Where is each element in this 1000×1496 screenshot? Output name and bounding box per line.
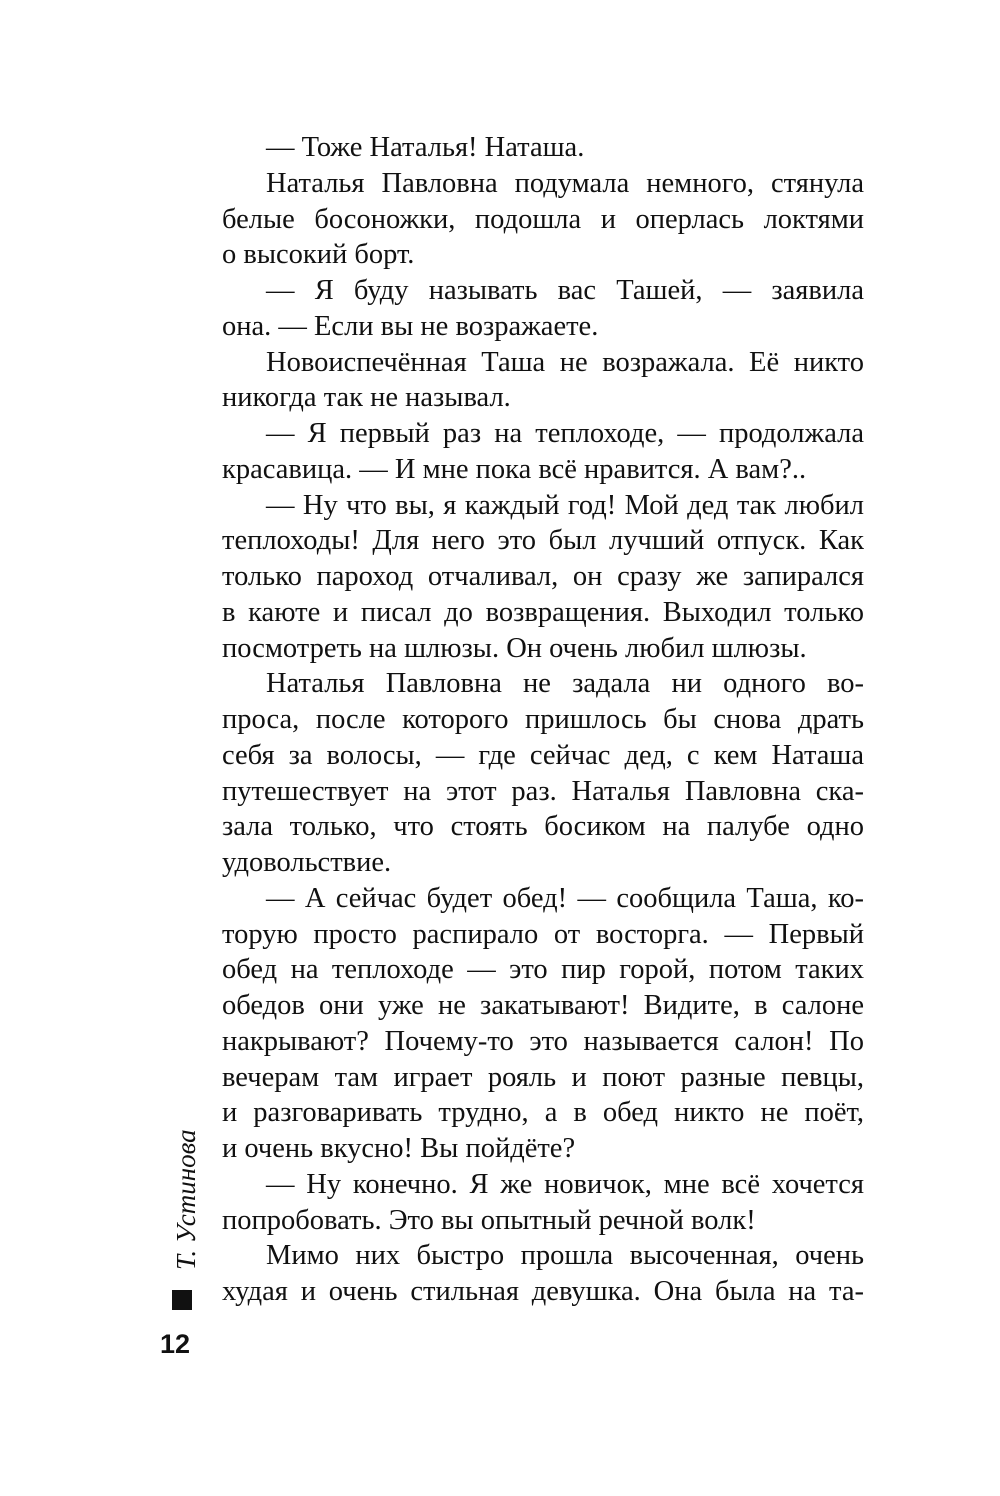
text-line: — Ну что вы, я каждый год! Мой дед так любил <box>266 489 864 521</box>
text-line: Мимо них быстро прошла высоченная, очень <box>266 1240 864 1272</box>
text-line: красавица. — И мне пока всё нравится. А вам?.. <box>222 453 807 485</box>
text-line: себя за волосы, — где сейчас дед, с кем Наташа <box>222 739 864 771</box>
text-line: никогда так не называл. <box>222 382 511 414</box>
text-line: торую просто распирало от восторга. — Первый <box>222 918 864 950</box>
text-line: о высокий борт. <box>222 239 415 271</box>
text-line: обедов они уже не закатывают! Видите, в салоне <box>222 990 864 1021</box>
text-line: она. — Если вы не возражаете. <box>222 310 599 342</box>
text-line: и очень вкусно! Вы пойдёте? <box>222 1133 576 1164</box>
text-line: и разговаривать трудно, а в обед никто не поёт, <box>222 1097 864 1129</box>
text-line: Наталья Павловна не задала ни одного во- <box>266 668 864 700</box>
text-line: вечерам там играет рояль и поют разные певцы, <box>222 1061 864 1093</box>
text-line: только пароход отчаливал, он сразу же запирался <box>222 561 864 592</box>
running-head-author: Т. Устинова <box>171 1129 201 1270</box>
text-line: в каюте и писал до возвращения. Выходил только <box>222 596 864 628</box>
text-line: путешествует на этот раз. Наталья Павловна ска- <box>222 775 864 807</box>
text-line: попробовать. Это вы опытный речной волк! <box>222 1204 756 1236</box>
text-line: теплоходы! Для него это был лучший отпуск. Как <box>222 525 864 557</box>
text-line: обед на теплоходе — это пир горой, потом таких <box>222 954 864 986</box>
body-text <box>222 130 864 1310</box>
square-marker-icon <box>172 1290 192 1310</box>
text-line: удовольствие. <box>222 847 392 878</box>
text-line: — Тоже Наталья! Наташа. <box>266 132 585 163</box>
text-line: худая и очень стильная девушка. Она была на та- <box>222 1276 864 1307</box>
text-line: — Я буду называть вас Ташей, — заявила <box>266 275 864 306</box>
text-line: Наталья Павловна подумала немного, стянула <box>266 167 864 199</box>
text-line: Новоиспечённая Таша не возражала. Её никто <box>266 346 864 378</box>
page-number: 12 <box>160 1329 191 1359</box>
text-line: — А сейчас будет обед! — сообщила Таша, ко- <box>266 882 864 914</box>
text-line: — Ну конечно. Я же новичок, мне всё хочется <box>266 1168 864 1200</box>
text-line: — Я первый раз на теплоходе, — продолжала <box>266 418 864 449</box>
text-line: белые босоножки, подошла и оперлась локтями <box>222 203 864 235</box>
text-line: зала только, что стоять босиком на палубе одно <box>222 811 864 843</box>
text-line: посмотреть на шлюзы. Он очень любил шлюзы. <box>222 632 807 664</box>
text-line: проса, после которого пришлось бы снова драть <box>222 704 864 735</box>
text-line: накрывают? Почему-то это называется салон! По <box>222 1025 864 1057</box>
